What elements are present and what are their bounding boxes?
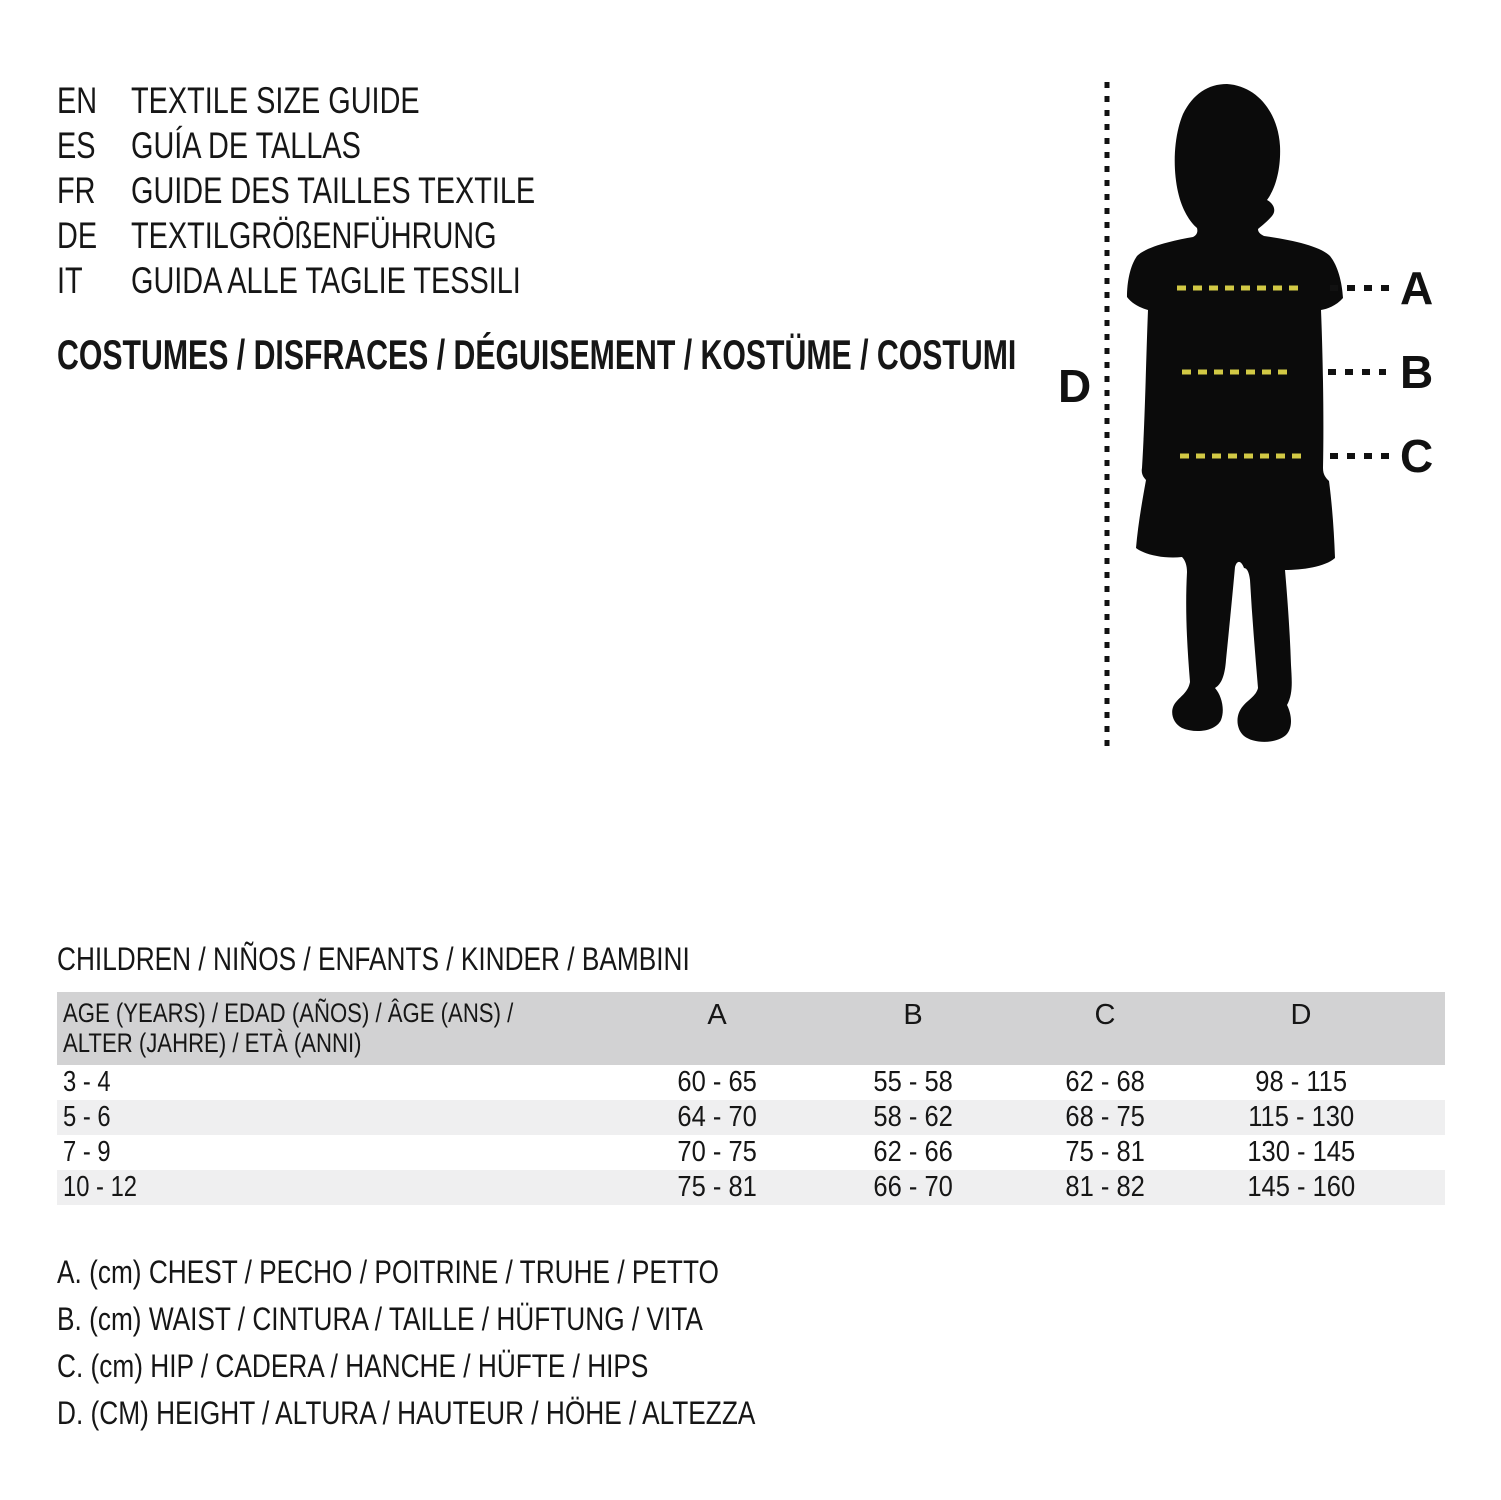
language-title: TEXTILE SIZE GUIDE (131, 79, 420, 121)
table-row (57, 1065, 1445, 1100)
value-cell-c: 75 - 81 (1065, 1136, 1145, 1168)
language-title: GUIDE DES TAILLES TEXTILE (131, 169, 536, 211)
children-size-table (57, 992, 1445, 1205)
age-cell: 7 - 9 (63, 1136, 111, 1168)
child-silhouette (1127, 84, 1343, 742)
legend-text: HEIGHT / ALTURA / HAUTEUR / HÖHE / ALTEZZA (156, 1395, 756, 1431)
legend-text: WAIST / CINTURA / TAILLE / HÜFTUNG / VITA (148, 1301, 703, 1337)
measurement-legend (57, 1249, 909, 1437)
age-cell: 3 - 4 (63, 1066, 111, 1098)
waist-label-b: B (1400, 346, 1434, 398)
measurement-figure (1030, 60, 1470, 760)
legend-unit: (CM) (90, 1395, 149, 1431)
language-row (57, 213, 649, 258)
value-cell-c: 62 - 68 (1065, 1066, 1145, 1098)
table-row (57, 1170, 1445, 1205)
value-cell-d: 145 - 160 (1247, 1171, 1355, 1203)
legend-key: A. (57, 1254, 82, 1290)
language-code: IT (57, 259, 83, 301)
language-title: TEXTILGRÖßENFÜHRUNG (131, 214, 497, 256)
column-header-d: D (1290, 999, 1312, 1031)
age-cell: 10 - 12 (63, 1171, 138, 1203)
column-header-a: A (707, 999, 727, 1031)
chest-label-a: A (1400, 262, 1434, 314)
language-list (57, 78, 649, 303)
legend-key: D. (57, 1395, 84, 1431)
language-code: EN (57, 79, 98, 121)
value-cell-b: 58 - 62 (873, 1101, 953, 1133)
language-row (57, 123, 649, 168)
age-cell: 5 - 6 (63, 1101, 111, 1133)
value-cell-d: 130 - 145 (1247, 1136, 1355, 1168)
column-header-b: B (903, 999, 923, 1031)
hip-label-c: C (1400, 430, 1434, 482)
language-code: DE (57, 214, 98, 256)
value-cell-b: 66 - 70 (873, 1171, 953, 1203)
value-cell-c: 81 - 82 (1065, 1171, 1145, 1203)
language-row (57, 168, 649, 213)
language-row (57, 78, 649, 123)
legend-item (57, 1249, 909, 1296)
language-title: GUÍA DE TALLAS (131, 124, 361, 166)
legend-key: C. (57, 1348, 84, 1384)
value-cell-a: 75 - 81 (677, 1171, 757, 1203)
legend-text: CHEST / PECHO / POITRINE / TRUHE / PETTO (148, 1254, 719, 1290)
legend-item (57, 1390, 909, 1437)
language-row (57, 258, 649, 303)
legend-item (57, 1343, 909, 1390)
value-cell-b: 55 - 58 (873, 1066, 953, 1098)
category-heading: COSTUMES / DISFRACES / DÉGUISEMENT / KOSTÜME / COSTUMI (57, 331, 1017, 378)
value-cell-d: 115 - 130 (1248, 1101, 1354, 1133)
age-column-header: AGE (YEARS) / EDAD (AÑOS) / ÂGE (ANS) / ALTER (JAHRE) / ETÀ (ANNI) (63, 998, 514, 1058)
child-silhouette-figure (1030, 60, 1470, 760)
value-cell-a: 60 - 65 (677, 1066, 757, 1098)
legend-text: HIP / CADERA / HANCHE / HÜFTE / HIPS (150, 1348, 649, 1384)
table-row (57, 1135, 1445, 1170)
table-header-row (57, 992, 1445, 1065)
value-cell-a: 70 - 75 (677, 1136, 757, 1168)
legend-unit: (cm) (89, 1301, 142, 1337)
legend-key: B. (57, 1301, 82, 1337)
legend-item (57, 1296, 909, 1343)
column-header-c: C (1094, 999, 1116, 1031)
value-cell-c: 68 - 75 (1065, 1101, 1145, 1133)
value-cell-b: 62 - 66 (873, 1136, 953, 1168)
language-code: ES (57, 124, 96, 166)
height-label-d: D (1058, 360, 1092, 412)
legend-unit: (cm) (89, 1254, 142, 1290)
table-row (57, 1100, 1445, 1135)
legend-unit: (cm) (90, 1348, 143, 1384)
language-title: GUIDA ALLE TAGLIE TESSILI (131, 259, 521, 301)
children-section-title: CHILDREN / NIÑOS / ENFANTS / KINDER / BAMBINI (57, 941, 690, 977)
value-cell-a: 64 - 70 (677, 1101, 757, 1133)
value-cell-d: 98 - 115 (1255, 1066, 1347, 1098)
language-code: FR (57, 169, 96, 211)
